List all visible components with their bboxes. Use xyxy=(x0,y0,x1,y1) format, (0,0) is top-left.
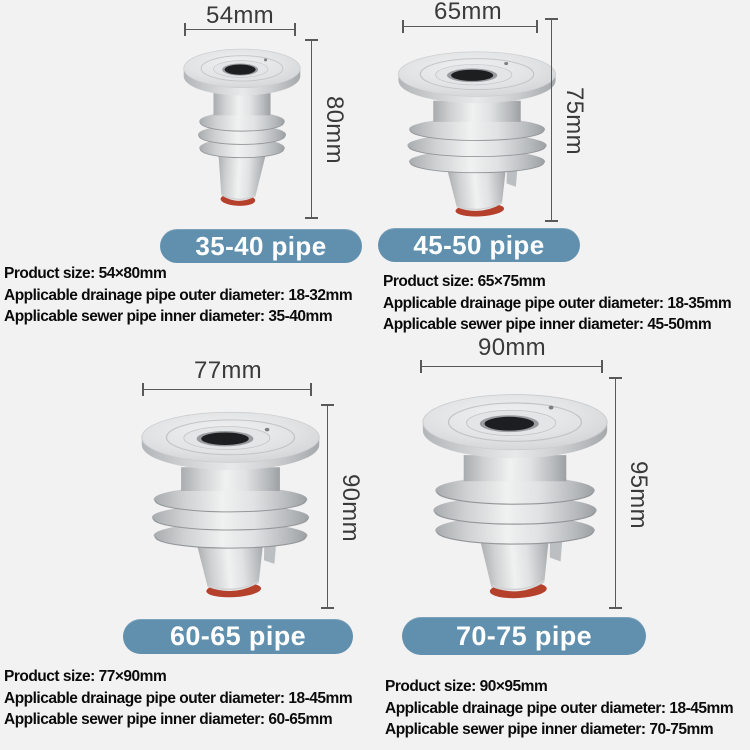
pipe-seal-photo-45-50 xyxy=(396,40,558,226)
pipe-seal-photo-60-65 xyxy=(139,399,322,608)
spec-sewer-diameter: Applicable sewer pipe inner diameter: 60-65mm xyxy=(4,711,333,728)
spec-sewer-diameter: Applicable sewer pipe inner diameter: 70-75mm xyxy=(385,721,714,738)
spout xyxy=(445,159,522,218)
dimension-tick xyxy=(321,607,334,609)
dimension-tick xyxy=(601,360,603,373)
width-dimension-line xyxy=(184,29,296,30)
spec-drainage-diameter: Applicable drainage pipe outer diameter: 18-45mm xyxy=(385,699,734,717)
width-dimension-label: 54mm xyxy=(206,2,274,29)
height-dimension-line xyxy=(311,39,312,219)
spec-sewer-diameter: Applicable sewer pipe inner diameter: 35-40mm xyxy=(4,308,333,325)
dimension-tick xyxy=(609,377,622,379)
dimension-tick xyxy=(609,607,622,609)
height-dimension-label: 90mm xyxy=(337,474,364,542)
spec-drainage-diameter: Applicable drainage pipe outer diameter: 18-35mm xyxy=(383,294,732,312)
width-dimension-label: 77mm xyxy=(194,357,262,384)
dimension-tick xyxy=(536,20,538,33)
dimension-tick xyxy=(310,383,312,396)
spout xyxy=(215,146,268,208)
height-dimension-label: 75mm xyxy=(561,87,588,155)
dimension-tick xyxy=(142,383,144,396)
width-dimension-line xyxy=(402,26,538,27)
dimension-tick xyxy=(420,360,422,373)
height-dimension-line xyxy=(551,18,552,222)
spec-drainage-diameter: Applicable drainage pipe outer diameter: 18-32mm xyxy=(4,286,353,304)
dimension-tick xyxy=(545,18,558,20)
height-dimension-line xyxy=(327,404,328,609)
spec-product-size: Product size: 77×90mm xyxy=(4,668,167,685)
dimension-tick xyxy=(402,20,404,33)
dimension-tick xyxy=(305,39,318,41)
spec-drainage-diameter: Applicable drainage pipe outer diameter: 18-45mm xyxy=(4,689,353,707)
spec-product-size: Product size: 90×95mm xyxy=(385,678,548,695)
spec-product-size: Product size: 65×75mm xyxy=(383,273,546,290)
pipe-size-badge: 70-75 pipe xyxy=(402,617,646,655)
width-dimension-label: 90mm xyxy=(478,334,546,361)
spout xyxy=(478,527,568,600)
pipe-size-badge: 60-65 pipe xyxy=(123,619,353,654)
pipe-size-badge: 35-40 pipe xyxy=(160,229,362,263)
width-dimension-line xyxy=(420,366,603,367)
product-specs xyxy=(383,271,731,336)
product-specs xyxy=(4,666,352,731)
height-dimension-label: 80mm xyxy=(321,96,348,164)
spec-product-size: Product size: 54×80mm xyxy=(4,265,167,282)
dimension-tick xyxy=(184,23,186,36)
product-specs xyxy=(385,676,733,741)
dimension-tick xyxy=(305,217,318,219)
pipe-size-badge: 45-50 pipe xyxy=(378,228,580,262)
pipe-seal-photo-70-75 xyxy=(420,380,610,610)
width-dimension-line xyxy=(142,389,312,390)
spout xyxy=(195,532,282,599)
dimension-tick xyxy=(294,23,296,36)
height-dimension-label: 95mm xyxy=(625,461,652,529)
pipe-seal-photo-35-40 xyxy=(180,37,304,218)
height-dimension-line xyxy=(615,377,616,609)
dimension-tick xyxy=(545,220,558,222)
width-dimension-label: 65mm xyxy=(434,0,502,25)
spec-sewer-diameter: Applicable sewer pipe inner diameter: 45-50mm xyxy=(383,316,712,333)
product-specs xyxy=(4,263,352,328)
dimension-tick xyxy=(321,404,334,406)
